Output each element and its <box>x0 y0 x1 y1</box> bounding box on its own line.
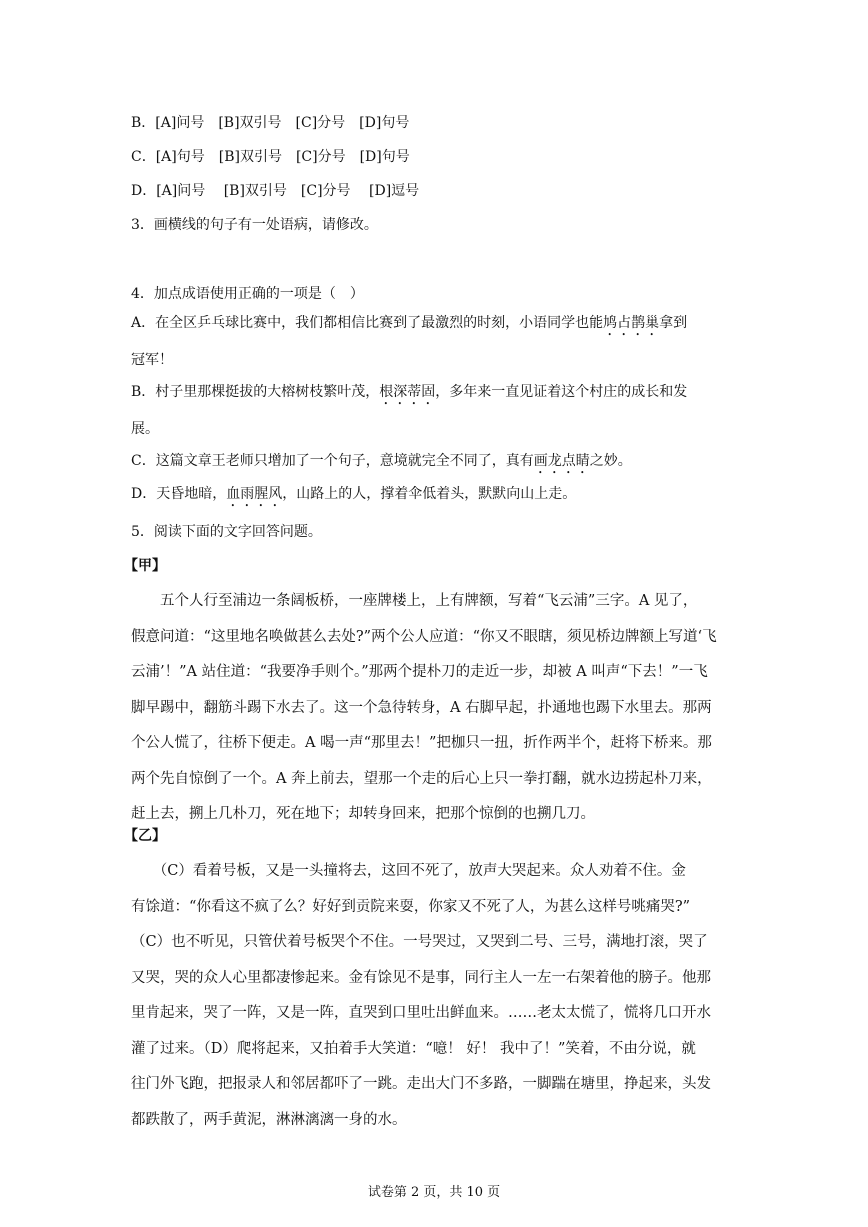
passage-line: 云浦’！”A 站住道：“我要净手则个。”那两个提朴刀的走近一步，却被 A 叫声“下去！”一飞 <box>131 664 708 680</box>
section-jia-heading: 【甲】 <box>124 558 166 574</box>
passage-line: 两个先自惊倒了一个。A 奔上前去，望那一个走的后心上只一拳打翻，就水边捞起朴刀来， <box>131 770 712 787</box>
passage-line: 五个人行至浦边一条阔板桥，一座牌楼上，上有牌额，写着“飞云浦”三字。A 见了， <box>131 593 698 609</box>
q2-option-b: B．[A]问号 [B]双引号 [C]分号 [D]句号 <box>131 115 410 131</box>
page-footer: 试卷第 2 页，共 10 页 <box>367 1185 501 1200</box>
passage-line: 赶上去，搠上几朴刀，死在地下；却转身回来，把那个惊倒的也搠几刀。 <box>131 806 595 822</box>
q4-b-idiom: 根深蒂固 <box>379 384 436 400</box>
passage-jia <box>131 584 746 833</box>
q4-option-c: C．这篇文章王老师只增加了一个句子，意境就完全不同了，真有画龙点睛之妙。 <box>131 453 632 469</box>
passage-line: （C）看着号板，又是一头撞将去，这回不死了，放声大哭起来。众人劝着不住。金 <box>131 863 686 879</box>
passage-line: 假意问道：“这里地名唤做甚么去处?”两个公人应道：“你又不眼瞎，须见桥边牌额上写道‘飞 <box>131 628 717 645</box>
passage-line: 有馀道：“你看这不疯了么？好好到贡院来耍，你家又不死了人，为甚么这样号咷痛哭?” <box>131 898 691 915</box>
q4-option-b: B．村子里那棵挺拔的大榕树枝繁叶茂，根深蒂固，多年来一直见证着这个村庄的成长和发 <box>131 384 688 400</box>
passage-line: （C）也不听见，只管伏着号板哭个不住。一号哭过，又哭到二号、三号，满地打滚，哭了 <box>131 934 708 950</box>
passage-line: 往门外飞跑，把报录人和邻居都吓了一跳。走出大门不多路，一脚踹在塘里，挣起来，头发 <box>131 1076 711 1092</box>
question-5: 5．阅读下面的文字回答问题。 <box>131 524 322 540</box>
q2-option-d: D．[A]问号 [B]双引号 [C]分号 [D]逗号 <box>131 183 420 199</box>
q4-c-idiom: 画龙点睛 <box>533 453 590 469</box>
q4-a-idiom: 鸠占鹊巢 <box>603 315 660 331</box>
q4-option-a: A．在全区乒乓球比赛中，我们都相信比赛到了最激烈的时刻，小语同学也能鸠占鹊巢拿到 <box>131 315 688 331</box>
passage-line: 脚早踢中，翻筋斗踢下水去了。这一个急待转身，A 右脚早起，扑通地也踢下水里去。那两 <box>131 699 712 716</box>
section-yi-heading: 【乙】 <box>124 828 166 844</box>
q4-option-a-cont: 冠军！ <box>131 352 173 368</box>
passage-line: 灌了过来。（D）爬将起来，又拍着手大笑道：“噫！ 好！ 我中了！”笑着，不由分说，就 <box>131 1040 696 1057</box>
q2-option-c: C．[A]句号 [B]双引号 [C]分号 [D]句号 <box>131 149 410 165</box>
passage-line: 里肯起来，哭了一阵，又是一阵，直哭到口里吐出鲜血来。……老太太慌了，慌将几口开水 <box>131 1005 711 1021</box>
passage-yi <box>131 854 746 1138</box>
question-3: 3．画横线的句子有一处语病，请修改。 <box>131 217 378 233</box>
q4-option-b-cont: 展。 <box>131 421 159 437</box>
q4-option-d: D．天昏地暗，血雨腥风，山路上的人，撑着伞低着头，默默向山上走。 <box>131 486 577 502</box>
passage-line: 都跌散了，两手黄泥，淋淋漓漓一身的水。 <box>131 1111 407 1128</box>
passage-line: 又哭，哭的众人心里都凄惨起来。金有馀见不是事，同行主人一左一右架着他的膀子。他那 <box>131 969 711 986</box>
question-4-stem: 4．加点成语使用正确的一项是（ ） <box>131 286 364 302</box>
q4-d-idiom: 血雨腥风 <box>226 486 283 502</box>
passage-line: 个公人慌了，往桥下便走。A 喝一声“那里去！”把枷只一扭，折作两半个，赶将下桥来。那 <box>131 735 712 751</box>
